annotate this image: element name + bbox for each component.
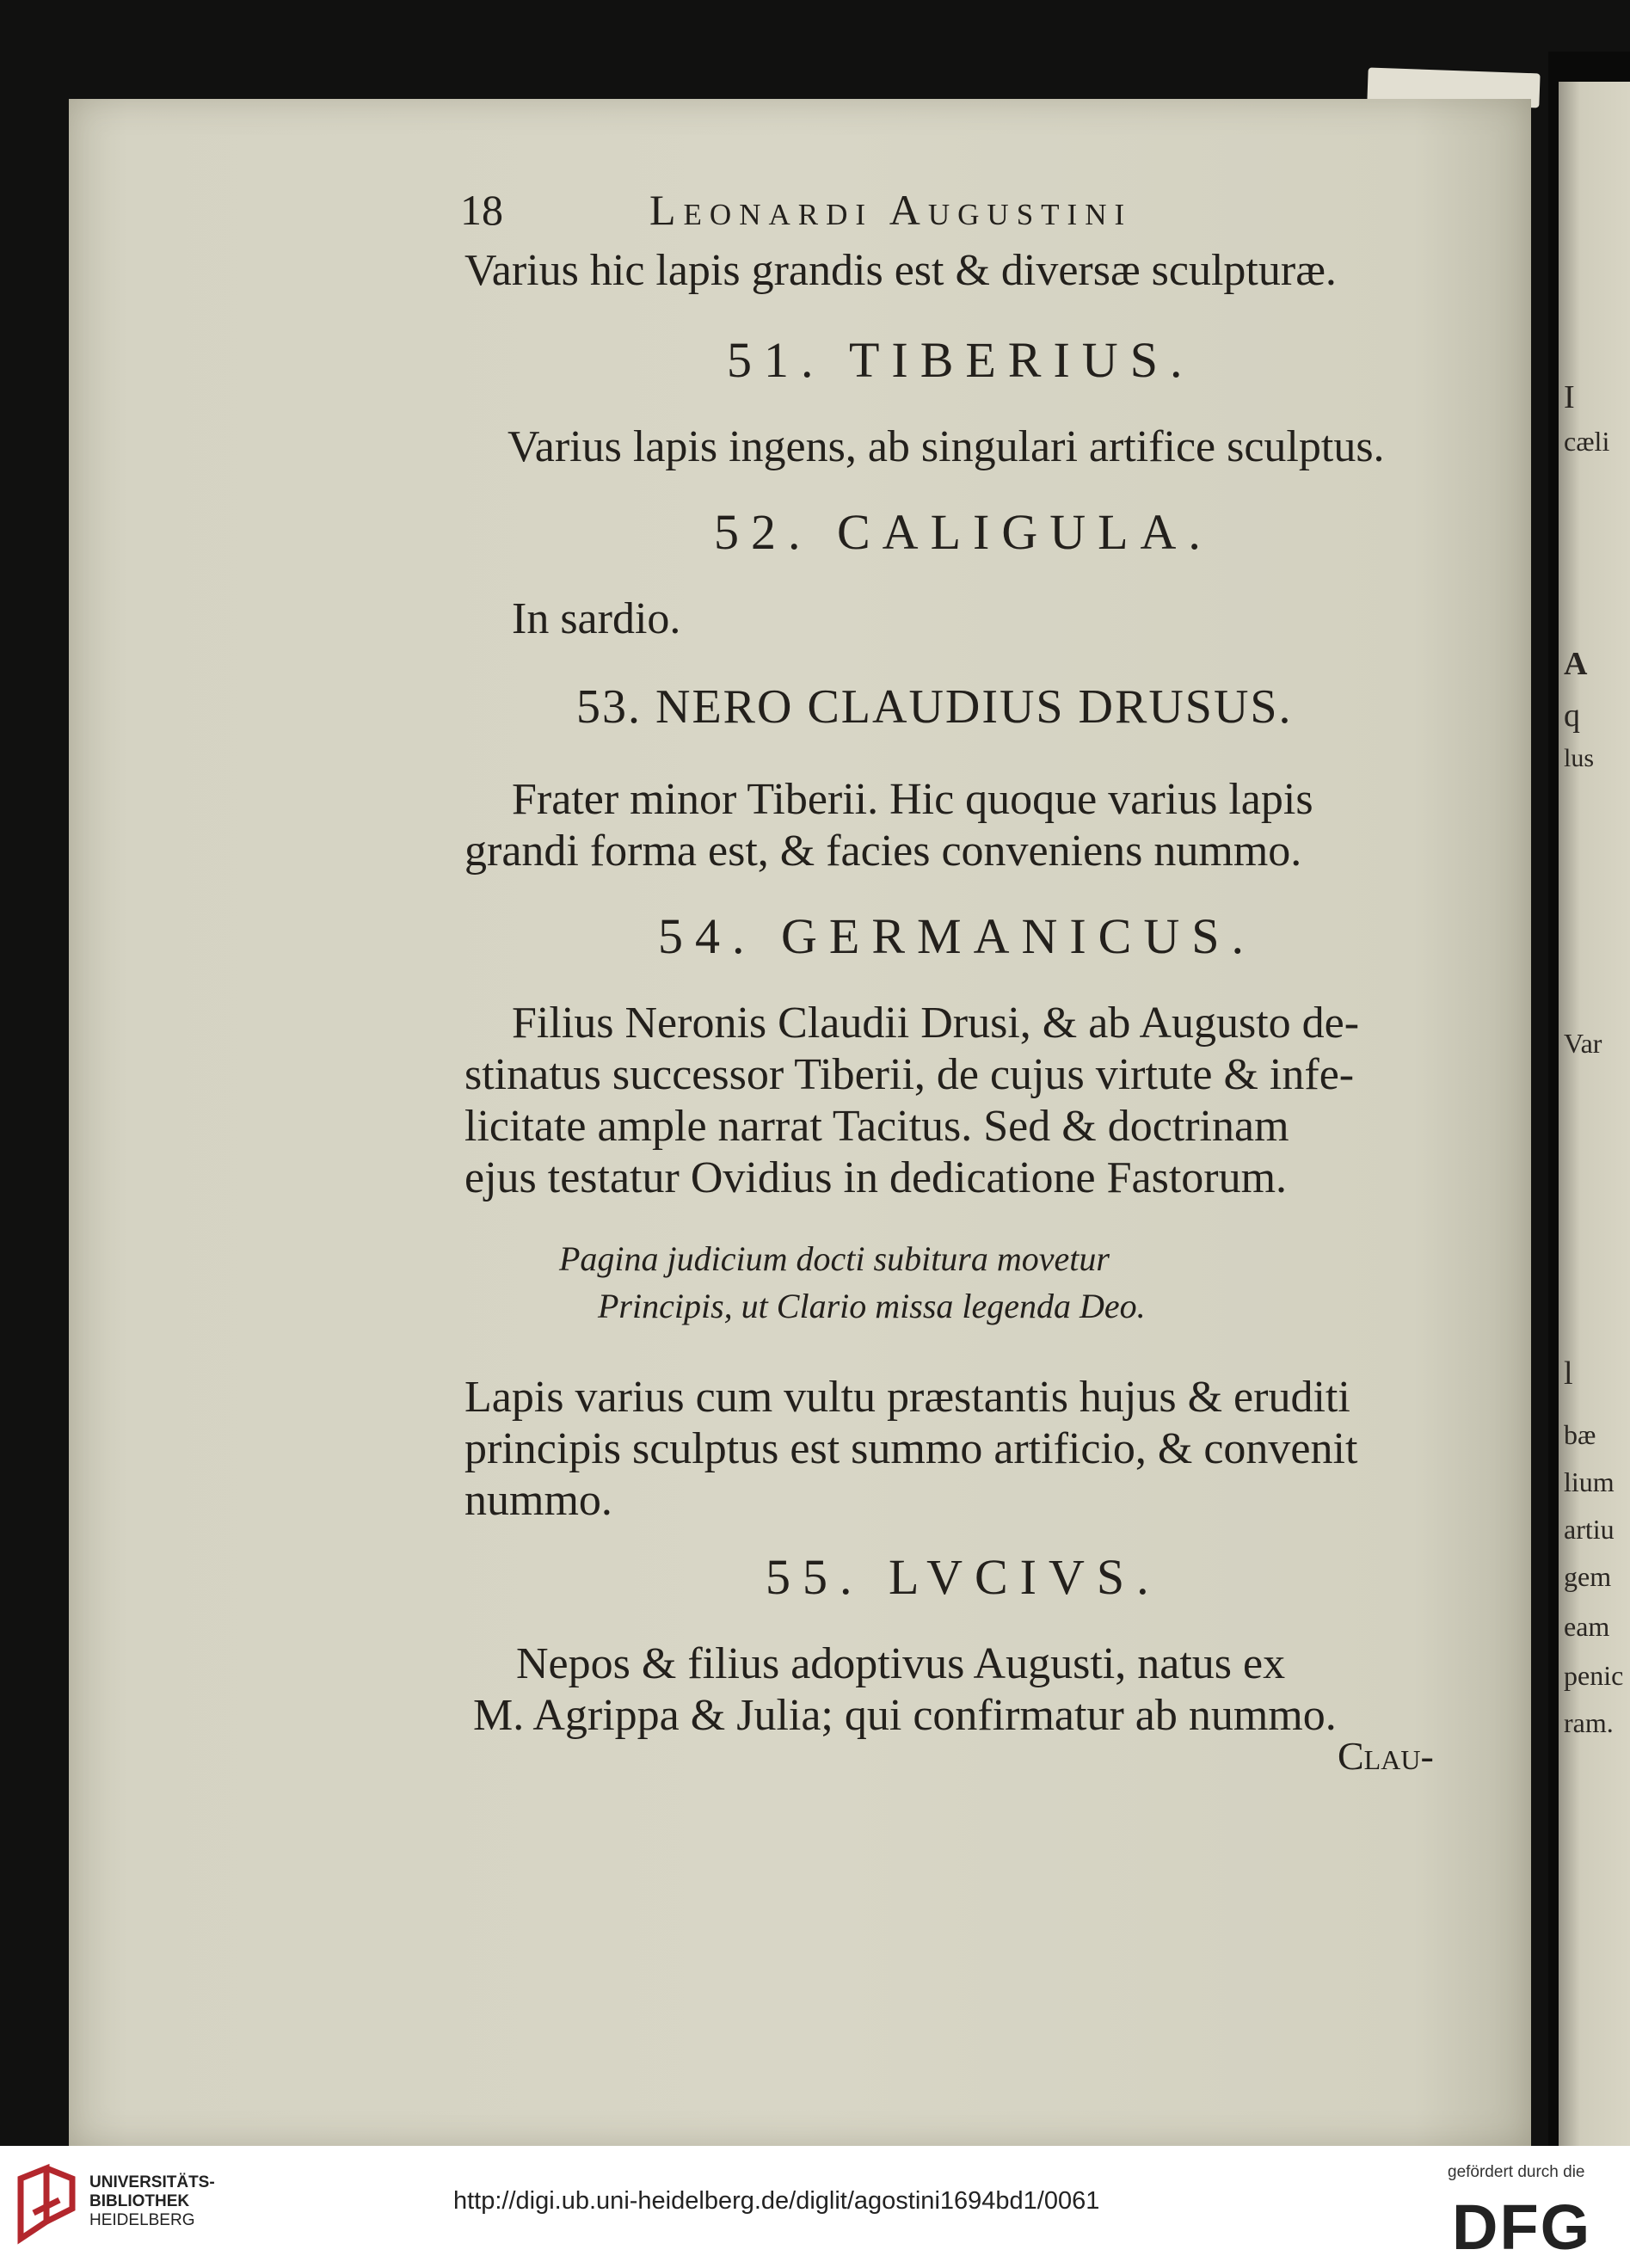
adjacent-fragment: ram. bbox=[1564, 1707, 1614, 1738]
text-line: principis sculptus est summo artificio, & convenit bbox=[464, 1424, 1358, 1473]
adjacent-fragment: A bbox=[1564, 646, 1588, 682]
institution-name bbox=[89, 2173, 215, 2230]
adjacent-fragment: I bbox=[1564, 379, 1575, 415]
adjacent-fragment: gem bbox=[1564, 1561, 1612, 1592]
text-line: In sardio. bbox=[512, 594, 681, 643]
entry-heading-53: 53. NERO CLAUDIUS DRUSUS. bbox=[576, 680, 1293, 734]
text-line: nummo. bbox=[464, 1476, 612, 1525]
adjacent-fragment: lium bbox=[1564, 1466, 1615, 1497]
adjacent-fragment: q bbox=[1564, 698, 1580, 734]
text-line: Nepos & filius adoptivus Augusti, natus ex bbox=[516, 1639, 1286, 1688]
text-line: M. Agrippa & Julia; qui confirmatur ab nummo. bbox=[473, 1691, 1337, 1740]
adjacent-fragment: cæli bbox=[1564, 426, 1610, 457]
entry-heading-52: 52. CALIGULA. bbox=[714, 504, 1213, 560]
verse-line: Pagina judicium docti subitura movetur bbox=[559, 1239, 1110, 1278]
verse-line: Principis, ut Clario missa legenda Deo. bbox=[598, 1287, 1146, 1325]
institution-line: UNIVERSITÄTS- bbox=[89, 2173, 215, 2191]
entry-heading-55: 55. LVCIVS. bbox=[766, 1549, 1161, 1605]
adjacent-fragment: penic bbox=[1564, 1660, 1624, 1691]
text-line: grandi forma est, & facies conveniens nummo. bbox=[464, 827, 1302, 876]
text-line: stinatus successor Tiberii, de cujus virtute & infe- bbox=[464, 1050, 1355, 1099]
adjacent-page bbox=[1559, 82, 1630, 2146]
funding-note: gefördert durch die bbox=[1448, 2163, 1585, 2181]
text-line: Lapis varius cum vultu præstantis hujus & eruditi bbox=[464, 1373, 1350, 1422]
catchword: Clau- bbox=[1338, 1734, 1434, 1778]
page-number: 18 bbox=[460, 186, 503, 234]
text-line: Varius lapis ingens, ab singulari artifice sculptus. bbox=[507, 422, 1385, 471]
adjacent-fragment: bæ bbox=[1564, 1419, 1596, 1450]
adjacent-fragment: artiu bbox=[1564, 1514, 1615, 1545]
adjacent-fragment: Var bbox=[1564, 1028, 1602, 1059]
permalink[interactable]: http://digi.ub.uni-heidelberg.de/diglit/agostini1694bd1/0061 bbox=[453, 2187, 1100, 2215]
text-line: licitate ample narrat Tacitus. Sed & doctrinam bbox=[464, 1102, 1289, 1151]
text-line: Frater minor Tiberii. Hic quoque varius lapis bbox=[512, 775, 1313, 824]
viewer-footer bbox=[0, 2146, 1630, 2268]
dfg-logo: DFG bbox=[1452, 2191, 1592, 2263]
running-title: Leonardi Augustini bbox=[649, 186, 1133, 234]
entry-heading-51: 51. TIBERIUS. bbox=[727, 332, 1195, 388]
adjacent-fragment: eam bbox=[1564, 1611, 1610, 1642]
institution-line: BIBLIOTHEK bbox=[89, 2192, 190, 2210]
adjacent-fragment: lus bbox=[1564, 744, 1595, 772]
entry-heading-54: 54. GERMANICUS. bbox=[658, 908, 1256, 964]
university-logo-icon bbox=[12, 2161, 81, 2247]
adjacent-fragment: l bbox=[1564, 1355, 1573, 1392]
text-line: Varius hic lapis grandis est & diversæ sculpturæ. bbox=[464, 246, 1337, 295]
text-line: ejus testatur Ovidius in dedicatione Fastorum. bbox=[464, 1153, 1288, 1202]
text-line: Filius Neronis Claudii Drusi, & ab Augusto de- bbox=[512, 999, 1360, 1048]
institution-line: HEIDELBERG bbox=[89, 2211, 195, 2229]
